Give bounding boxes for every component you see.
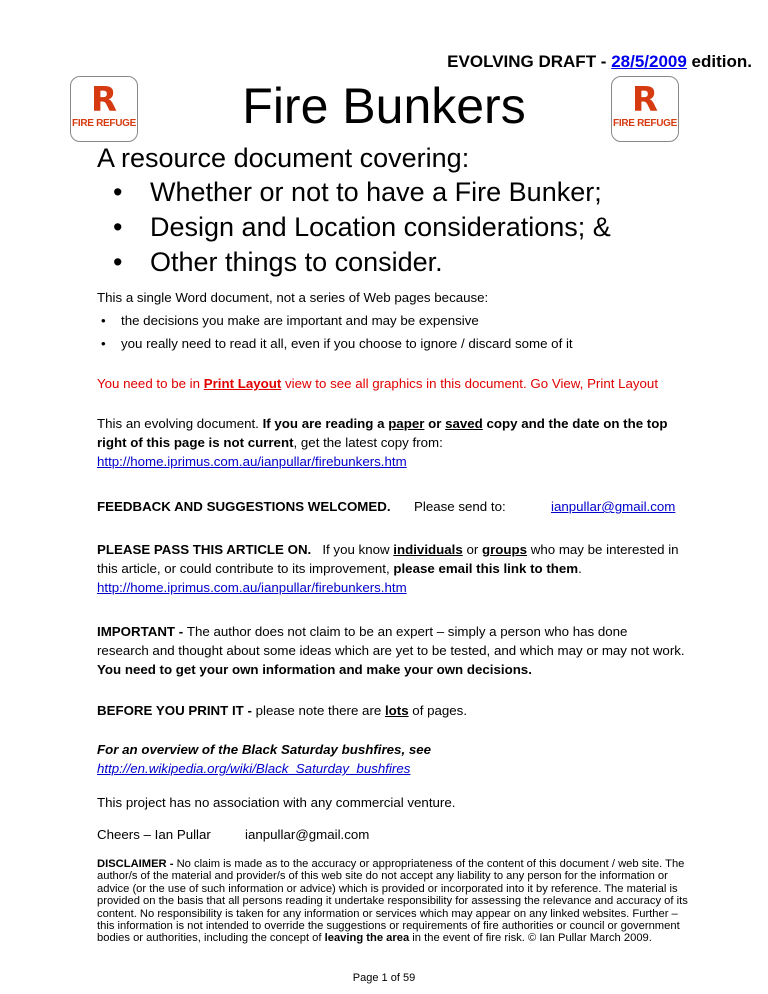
bullet-icon: • [101, 336, 106, 351]
text: saved [445, 416, 483, 431]
text: view to see all graphics in this document. Go [281, 376, 552, 391]
intro-lead: A resource document covering: [97, 143, 470, 173]
wikipedia-link[interactable]: http://en.wikipedia.org/wiki/Black_Saturday_bushfires [97, 761, 411, 776]
draft-label: EVOLVING DRAFT - [447, 52, 612, 71]
fire-refuge-logo-left [70, 76, 138, 142]
text: DISCLAIMER - [97, 858, 177, 870]
text: copy and the date on the top [482, 416, 668, 431]
text: IMPORTANT - [97, 624, 187, 639]
text: in the event of fire risk. © Ian Pullar March 2009. [409, 932, 652, 945]
text: paper [388, 416, 425, 431]
draft-header [447, 52, 752, 72]
text: right of this page is not current [97, 435, 294, 450]
bullet-icon: • [113, 177, 123, 207]
text: If you are reading a [262, 416, 389, 431]
before-print-note [97, 703, 467, 719]
text: lots [384, 703, 409, 718]
bullet-icon: • [101, 313, 106, 328]
important-line-2: research and thought about some ideas which are yet to be tested, and which may or may not work. [97, 643, 685, 658]
text: . [578, 561, 582, 576]
text: If you know [311, 542, 394, 557]
send-to-label: Please send to: [414, 499, 506, 514]
text: leaving the area [324, 932, 410, 945]
logo-caption: FIRE REFUGE [613, 118, 677, 129]
text: who may be interested in [527, 542, 679, 557]
text: , get the latest copy from: [293, 435, 443, 450]
evolving-line-1 [97, 416, 667, 432]
intro-bullet: Design and Location considerations; & [150, 212, 611, 242]
association-note: This project has no association with any commercial venture. [97, 795, 456, 810]
firebunkers-link[interactable]: http://home.iprimus.com.au/ianpullar/firebunkers.htm [97, 580, 407, 595]
signoff-email: ianpullar@gmail.com [245, 827, 370, 842]
text: BEFORE YOU PRINT IT - [97, 703, 256, 718]
bullet-icon: • [113, 212, 123, 242]
disclaimer [97, 858, 695, 945]
bullet-icon: • [113, 247, 123, 277]
pass-line-1 [97, 542, 679, 558]
text: or [424, 416, 446, 431]
text: No claim is made as to the accuracy or appropriateness of the content of this document / web site. The author/s of the material and provider/s of this web site do not accept any liability to any person for the information or advice (or the use of such information or advice) which is provided or incorporated into it by reference. The material is provided on the basis that all persons reading it undertake responsibility for assessing the relevance and accuracy of its content. No responsibility is taken for any information or services which may appear on any linked websites. Further – this information is not intended to override the suggestions or requirements of fire authorities or council or government bodies or authorities, including the concept of [97, 858, 688, 945]
text: groups [481, 542, 528, 557]
draft-suffix: edition. [686, 52, 752, 71]
text: This an evolving document. [97, 416, 263, 431]
text: The author does not claim to be an expert – simply a person who has done [186, 624, 628, 639]
text: this article, or could contribute to its improvement, [97, 561, 394, 576]
intro-bullet: Other things to consider. [150, 247, 443, 277]
why-bullet: you really need to read it all, even if you choose to ignore / discard some of it [121, 336, 573, 351]
text: or [462, 542, 482, 557]
why-bullet: the decisions you make are important and may be expensive [121, 313, 479, 328]
overview-text: For an overview of the Black Saturday bushfires, see [97, 742, 432, 757]
intro-bullet: Whether or not to have a Fire Bunker; [150, 177, 602, 207]
text: Print Layout [203, 376, 282, 391]
evolving-line-2 [97, 435, 443, 451]
logo-letter: R [631, 80, 659, 120]
important-line-1 [97, 624, 627, 640]
draft-date: 28/5/2009 [611, 52, 687, 71]
text: PLEASE PASS THIS ARTICLE ON. [97, 542, 312, 557]
text: of pages. [408, 703, 468, 718]
text: please email this link to them [393, 561, 579, 576]
print-layout-note [97, 376, 658, 392]
feedback-label: FEEDBACK AND SUGGESTIONS WELCOMED. [97, 499, 391, 514]
page-number: Page 1 of 59 [352, 972, 416, 984]
text: individuals [393, 542, 463, 557]
pass-line-2 [97, 561, 582, 577]
signoff: Cheers – Ian Pullar [97, 827, 211, 842]
important-line-3: You need to get your own information and make your own decisions. [97, 662, 532, 677]
logo-caption: FIRE REFUGE [72, 118, 136, 129]
why-lead: This a single Word document, not a series of Web pages because: [97, 290, 489, 305]
feedback-email-link[interactable]: ianpullar@gmail.com [551, 499, 676, 514]
fire-refuge-logo-right [611, 76, 679, 142]
page-title: Fire Bunkers [242, 78, 526, 134]
text: View, Print Layout [551, 376, 659, 391]
text: You need to be in [97, 376, 204, 391]
text: please note there are [255, 703, 385, 718]
firebunkers-link[interactable]: http://home.iprimus.com.au/ianpullar/firebunkers.htm [97, 454, 407, 469]
logo-letter: R [90, 80, 118, 120]
